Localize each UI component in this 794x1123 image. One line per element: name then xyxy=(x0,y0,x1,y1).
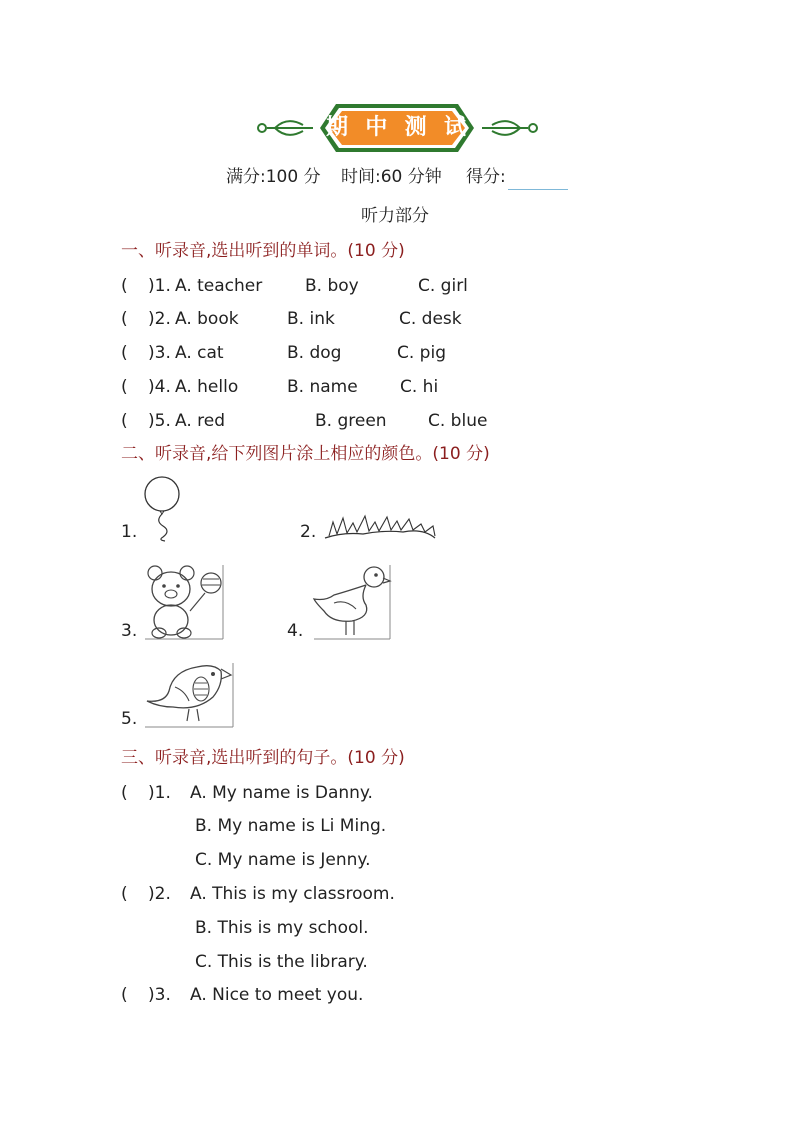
option-b: B. name xyxy=(287,377,358,397)
section2-title: 二、听录音,给下列图片涂上相应的颜色。(10 分) xyxy=(121,444,490,464)
banner-char: 期 xyxy=(326,115,349,140)
banner-char: 测 xyxy=(404,115,427,140)
time-limit: 时间:60 分钟 xyxy=(341,167,442,187)
answer-paren[interactable]: ( xyxy=(121,276,128,296)
option-a: A. book xyxy=(175,309,239,329)
listening-part-heading: 听力部分 xyxy=(361,206,429,226)
answer-paren[interactable]: ( xyxy=(121,783,128,803)
option-b: B. ink xyxy=(287,309,335,329)
item-number: )1. xyxy=(148,276,171,296)
sentence-option: A. This is my classroom. xyxy=(190,884,395,904)
question-number: )3. xyxy=(148,985,171,1005)
picture-label: 5. xyxy=(121,709,138,729)
picture-label: 3. xyxy=(121,621,138,641)
option-b: B. boy xyxy=(305,276,359,296)
answer-paren[interactable]: ( xyxy=(121,411,128,431)
answer-paren[interactable]: ( xyxy=(121,884,128,904)
picture-label: 4. xyxy=(287,621,304,641)
bird-picture[interactable] xyxy=(143,661,235,729)
section1-title: 一、听录音,选出听到的单词。(10 分) xyxy=(121,241,405,261)
answer-paren[interactable]: ( xyxy=(121,309,128,329)
option-a: A. cat xyxy=(175,343,224,363)
option-c: C. girl xyxy=(418,276,468,296)
banner-char: 中 xyxy=(365,115,388,140)
picture-label: 2. xyxy=(300,522,317,542)
option-a: A. red xyxy=(175,411,226,431)
option-c: C. desk xyxy=(399,309,462,329)
item-number: )5. xyxy=(148,411,171,431)
sentence-option: B. My name is Li Ming. xyxy=(195,816,387,836)
full-score: 满分:100 分 xyxy=(226,167,321,187)
sentence-option: A. My name is Danny. xyxy=(190,783,373,803)
option-b: B. dog xyxy=(287,343,342,363)
sentence-option: B. This is my school. xyxy=(195,918,369,938)
sentence-option: A. Nice to meet you. xyxy=(190,985,364,1005)
banner-ornament-right xyxy=(480,113,540,143)
item-number: )2. xyxy=(148,309,171,329)
option-a: A. hello xyxy=(175,377,239,397)
score-blank[interactable] xyxy=(508,189,568,190)
answer-paren[interactable]: ( xyxy=(121,985,128,1005)
sentence-option: C. My name is Jenny. xyxy=(195,850,371,870)
item-number: )4. xyxy=(148,377,171,397)
option-c: C. blue xyxy=(428,411,488,431)
sentence-option: C. This is the library. xyxy=(195,952,368,972)
item-number: )3. xyxy=(148,343,171,363)
option-b: B. green xyxy=(315,411,387,431)
teddy-bear-picture[interactable] xyxy=(143,563,225,641)
option-c: C. pig xyxy=(397,343,446,363)
picture-label: 1. xyxy=(121,522,138,542)
duck-picture[interactable] xyxy=(312,563,392,641)
question-number: )1. xyxy=(148,783,171,803)
question-number: )2. xyxy=(148,884,171,904)
banner-char: 试 xyxy=(443,115,466,140)
score-label: 得分: xyxy=(466,167,506,187)
option-c: C. hi xyxy=(400,377,439,397)
section3-title: 三、听录音,选出听到的句子。(10 分) xyxy=(121,748,405,768)
answer-paren[interactable]: ( xyxy=(121,343,128,363)
balloon-picture[interactable] xyxy=(143,477,183,541)
answer-paren[interactable]: ( xyxy=(121,377,128,397)
option-a: A. teacher xyxy=(175,276,263,296)
grass-picture[interactable] xyxy=(323,514,438,542)
